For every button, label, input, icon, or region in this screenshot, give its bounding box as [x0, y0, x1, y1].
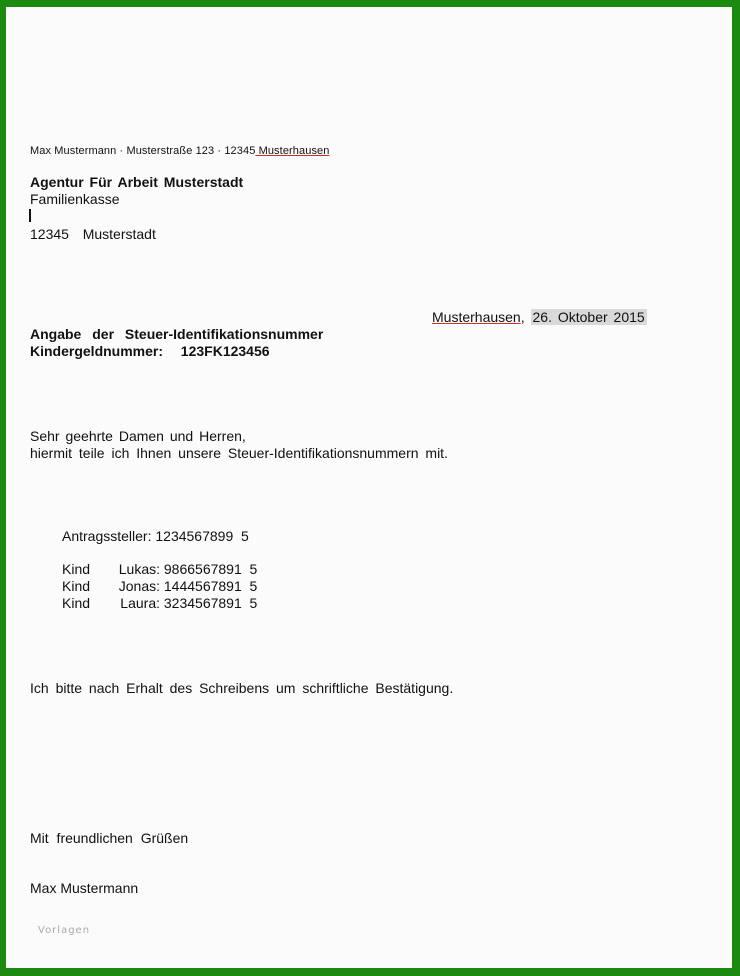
applicant-row: [62, 528, 249, 544]
closing-request: Ich bitte nach Erhalt des Schreibens um schriftliche Bestätigung.: [30, 680, 454, 696]
child-id: 1444567891: [163, 578, 242, 594]
child-label: Kind: [62, 578, 91, 594]
watermark: Vorlagen: [38, 925, 91, 936]
sender-address-line: [30, 145, 329, 157]
subject-line-2: Kindergeldnummer: 123FK123456: [30, 343, 270, 359]
child-id: 3234567891: [163, 595, 242, 611]
recipient-name: Agentur Für Arbeit Musterstadt: [30, 174, 244, 190]
child-check: 5: [249, 595, 258, 611]
child-name: Lukas:: [118, 561, 160, 577]
subject-line-1: Angabe der Steuer-Identifikationsnummer: [30, 326, 324, 342]
applicant-label: Antragssteller:: [62, 528, 152, 544]
child-row: [62, 578, 257, 594]
date-field-highlighted[interactable]: 26. Oktober 2015: [532, 309, 645, 325]
intro-text: hiermit teile ich Ihnen unsere Steuer-Identifikationsnummern mit.: [30, 445, 448, 461]
applicant-id: 1234567899: [155, 528, 234, 544]
date-city-misspelled[interactable]: Musterhausen: [432, 309, 521, 325]
child-name: Jonas:: [118, 578, 160, 594]
child-row: [62, 561, 257, 577]
sender-city-misspelled[interactable]: Musterhausen: [255, 145, 330, 157]
child-check: 5: [249, 578, 258, 594]
applicant-check: 5: [241, 528, 249, 544]
salutation: Sehr geehrte Damen und Herren,: [30, 428, 246, 444]
date-line: [432, 309, 647, 325]
recipient-department: Familienkasse: [30, 191, 120, 207]
child-row: [62, 595, 257, 611]
date-separator: ,: [520, 309, 531, 325]
child-id: 9866567891: [163, 561, 242, 577]
text-cursor[interactable]: [29, 209, 31, 222]
greeting: Mit freundlichen Grüßen: [30, 830, 189, 846]
tax-id-list: [62, 528, 258, 640]
sender-address: Max Mustermann · Musterstraße 123 · 12345: [30, 145, 256, 157]
letter-page: [6, 7, 732, 968]
child-label: Kind: [62, 595, 91, 611]
child-check: 5: [249, 561, 258, 577]
signature: Max Mustermann: [30, 880, 139, 896]
child-label: Kind: [62, 561, 91, 577]
recipient-city: 12345 Musterstadt: [30, 226, 156, 242]
child-name: Laura:: [120, 595, 160, 611]
